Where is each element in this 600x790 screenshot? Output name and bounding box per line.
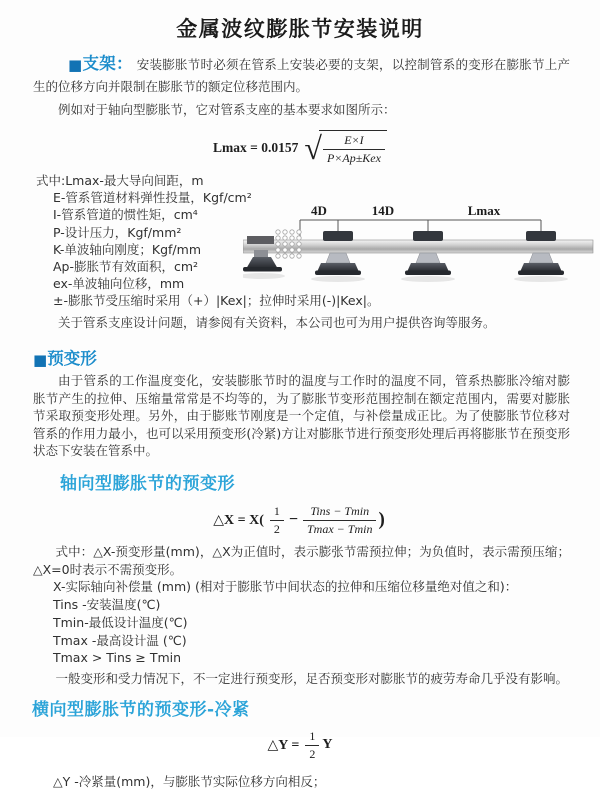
closing-paren: ) (378, 509, 385, 531)
lateral-note-line: △Y -冷紧量(mm)，与膨胀节实际位移方向相反； (53, 773, 326, 789)
minus-sign: − (288, 511, 298, 529)
half-fraction: $\frac{1}{2}$ (305, 729, 319, 762)
variable-line: K-单波轴向刚度；Kgf/mm (53, 241, 201, 257)
variable-line: E-管系管道材料弹性投量，Kgf/cm² (53, 190, 252, 206)
variable-line: X-实际轴向补偿量 (mm) (相对于膨胀节中间状态的拉伸和压缩位移量绝对值之和)： (53, 579, 518, 595)
guide-support (401, 231, 455, 282)
variables-and-diagram-block (0, 172, 600, 332)
variable-line: Tmax -最高设计温 (℃) (53, 632, 187, 648)
section-marker-icon: ■ (33, 351, 48, 369)
fraction-numerator: E×I (323, 133, 385, 150)
support-intro-text: 安装膨胀节时必须在管系上安装必要的支架，以控制管系的变形在膨胀节上产生的位移方向并限制在膨胀节的额定位移范围内。 (33, 57, 570, 95)
axial-variable-list (53, 578, 600, 667)
radical-sign-icon: √ (304, 130, 322, 167)
formula-fraction (323, 133, 385, 166)
variable-line: Ap-膨胀节有效面积，cm² (53, 259, 199, 275)
dim-label-lmax: Lmax (467, 203, 501, 218)
preform-paragraph: 由于管系的工作温度变化，安装膨胀节时的温度与工作时的温度不同，管系热膨胀冷缩对膨胀节产生的拉伸、压缩量常常是不均等的，为了膨胀节变形范围控制在额定范围内，需要对膨胀节采取预变形处理。另外，由于膨账节刚度是一个定值，与补偿量成正比。为了使膨胀节位移对管系的作用力最小，也可以采用预变形(冷紧)方让对膨胀节进行预变形处理后再将膨胀节在预变形状态下安装在管系中。 (33, 373, 570, 459)
half-fraction: $\frac{1}{2}$ (270, 504, 284, 537)
axial-preform-formula (0, 504, 600, 537)
formula-lhs: Lmax = 0.0157 (213, 140, 299, 155)
variable-line: Tmax > Tins ≥ Tmin (53, 650, 182, 666)
variable-line: 式中:Lmax-最大导向间距，m (36, 173, 204, 188)
support-section-heading: 支架： (82, 54, 133, 73)
fraction-denominator: P×Ap±Kex (326, 151, 381, 165)
formula-rhs: Y (322, 737, 333, 753)
variable-line: P-设计压力，Kgf/mm² (53, 224, 182, 240)
formula-lhs: △X = X( (213, 512, 264, 528)
formula-lhs: △Y = (267, 737, 300, 753)
preform-section-heading: 预变形 (47, 349, 97, 368)
pipe-support-diagram (243, 200, 595, 302)
page-title: 金属波纹膨胀节安装说明 (176, 17, 424, 41)
pipe (243, 240, 593, 253)
variable-line: ±-膨胀节受压缩时采用（+）|Kex|；拉伸时采用(-)|Kex|。 (53, 293, 380, 309)
guide-support (514, 231, 568, 282)
guide-support (311, 231, 365, 282)
lateral-preform-formula (0, 729, 600, 762)
axial-closing-note: 一般变形和受力情况下，不一定进行预变形，足否预变形对膨胀节的疲劳寿命几乎没有影响。 (55, 671, 569, 687)
radical-expression (304, 130, 387, 166)
preform-section-header (33, 345, 600, 369)
support-closing-paragraph: 关于管系支座设计问题，请参阅有关资料，本公司也可为用户提供咨询等服务。 (58, 314, 496, 330)
dim-label-4d: 4D (311, 203, 327, 218)
axial-note-paragraph: 式中：△X-预变形量(mm)，△X为正值时，表示膨张节需预拉伸；为负值时，表示需预压缩；△X=0时表示不需预变形。 (33, 543, 570, 577)
lateral-preform-subheading: 横向型膨胀节的预变形-冷紧 (32, 699, 250, 720)
variable-line: Tmin-最低设计温度(℃) (53, 614, 188, 630)
guide-spacing-formula (0, 130, 600, 166)
axial-preform-subheading: 轴向型膨胀节的预变形 (60, 473, 235, 494)
variable-line: ex-单波轴向位移，mm (53, 276, 185, 292)
support-example-line: 例如对于轴向型膨胀节，它对管系支座的基本要求如图所示： (58, 101, 396, 117)
support-intro-paragraph (33, 51, 570, 97)
variable-line: I-管系管道的惯性矩，cm⁴ (53, 207, 198, 223)
temperature-fraction: $\frac{\text{Tins − Tmin}}{Tmax - Tmin}$ (303, 504, 376, 537)
dim-label-14d: 14D (371, 203, 395, 218)
variable-line: Tins -安装温度(℃) (53, 596, 161, 612)
section-marker-icon: ■ (68, 56, 83, 74)
